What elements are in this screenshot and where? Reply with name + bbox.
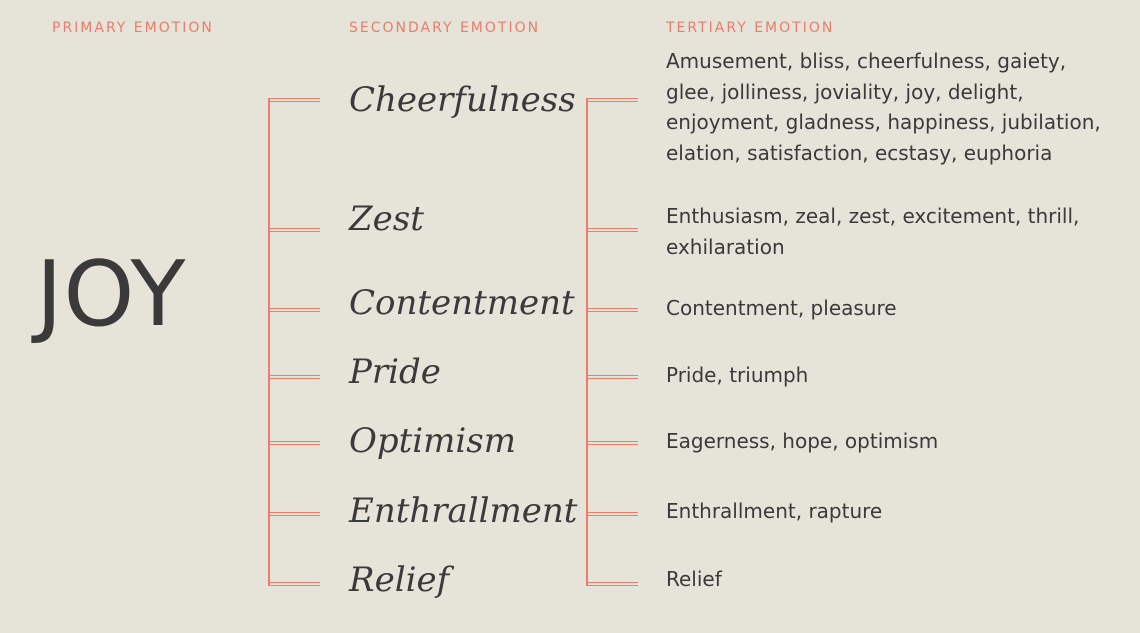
secondary-connector-contentment — [586, 308, 638, 312]
tertiary-emotion-relief: Relief — [666, 567, 722, 591]
secondary-connector-relief — [586, 582, 638, 586]
tertiary-emotion-optimism: Eagerness, hope, optimism — [666, 429, 939, 453]
primary-emotion-label: JOY — [36, 242, 187, 347]
secondary-connector-optimism — [586, 441, 638, 445]
primary-connector-zest — [268, 228, 320, 232]
tertiary-emotion-cheerfulness: Amusement, bliss, cheerfulness, gaiety, glee, jolliness, joviality, joy, delight, enjoyment, gladness, happiness, jubilation, elation, satisfaction, ecstasy, euphoria — [666, 49, 1101, 165]
secondary-emotion-contentment: Contentment — [349, 283, 575, 323]
tertiary-emotion-pride: Pride, triumph — [666, 363, 809, 387]
primary-connector-contentment — [268, 308, 320, 312]
secondary-emotion-optimism: Optimism — [349, 421, 516, 461]
tertiary-emotion-zest: Enthusiasm, zeal, zest, excitement, thrill, exhilaration — [666, 204, 1080, 259]
secondary-emotion-enthrallment: Enthrallment — [349, 491, 578, 531]
primary-emotion-header: PRIMARY EMOTION — [52, 20, 214, 36]
secondary-connector-enthrallment — [586, 512, 638, 516]
secondary-connector-cheerfulness — [586, 98, 638, 102]
secondary-emotion-pride: Pride — [349, 352, 441, 392]
secondary-emotion-header: SECONDARY EMOTION — [349, 20, 541, 36]
secondary-emotion-cheerfulness: Cheerfulness — [349, 80, 576, 120]
primary-connector-pride — [268, 375, 320, 379]
secondary-connector-pride — [586, 375, 638, 379]
tertiary-emotion-enthrallment: Enthrallment, rapture — [666, 499, 883, 523]
primary-connector-enthrallment — [268, 512, 320, 516]
primary-connector-cheerfulness — [268, 98, 320, 102]
secondary-emotion-relief: Relief — [349, 560, 450, 600]
primary-connector-optimism — [268, 441, 320, 445]
secondary-connector-zest — [586, 228, 638, 232]
tertiary-emotion-header: TERTIARY EMOTION — [666, 20, 835, 36]
secondary-emotion-zest: Zest — [349, 199, 424, 239]
primary-connector-relief — [268, 582, 320, 586]
tertiary-emotion-contentment: Contentment, pleasure — [666, 296, 897, 320]
